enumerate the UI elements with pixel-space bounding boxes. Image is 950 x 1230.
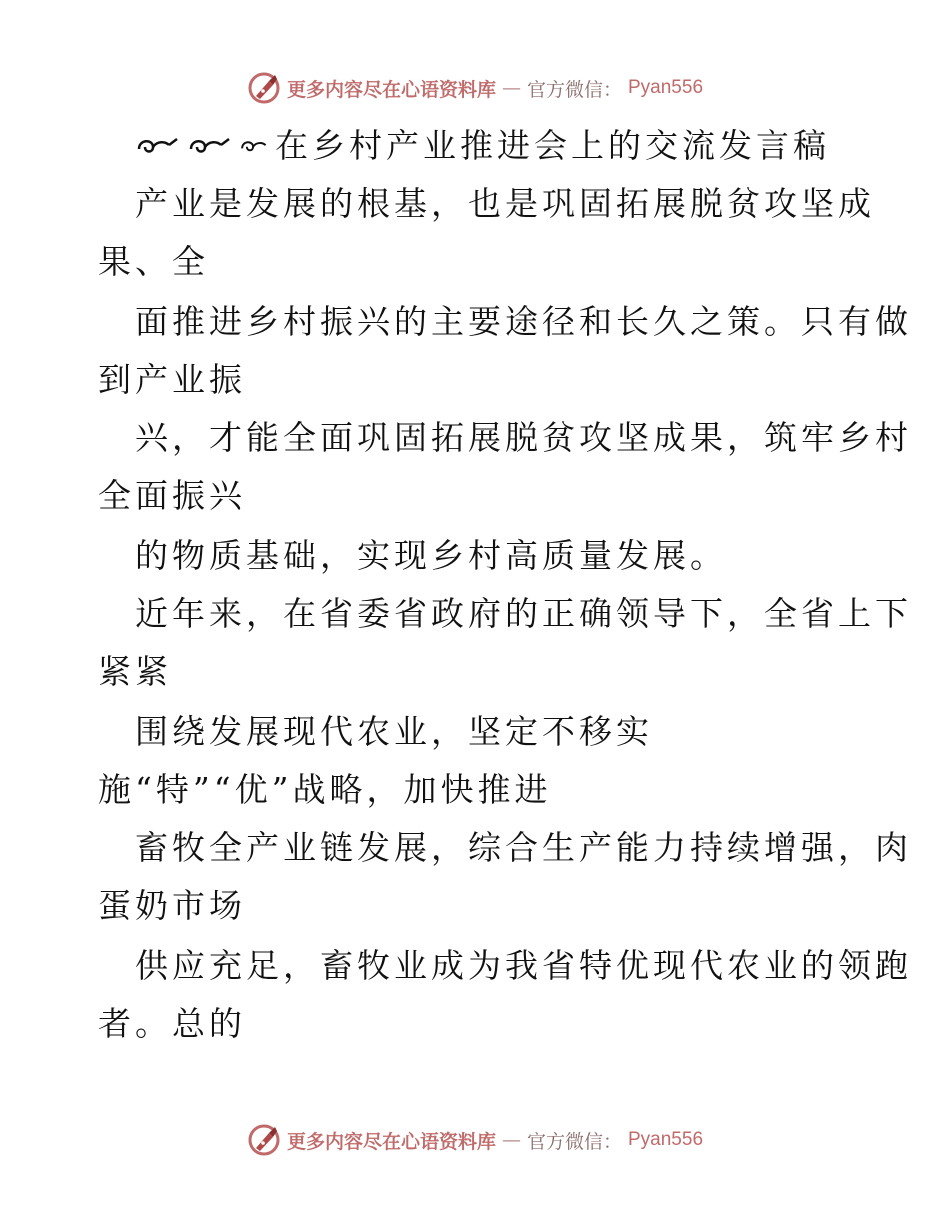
watermark-label: 官方微信： (526, 1130, 622, 1153)
document-title: 在乡村产业推进会上的交流发言稿 (275, 126, 830, 165)
paragraph-line: 施“特”“优”战略，加快推进 (98, 770, 552, 809)
swirl-ornament-icon (187, 131, 233, 161)
paragraph-line: 面推进乡村振兴的主要途径和长久之策。只有做 (135, 302, 912, 341)
paragraph-line: 的物质基础，实现乡村高质量发展。 (135, 536, 727, 575)
pen-nib-circle-icon (247, 71, 281, 105)
swirl-ornament-icon (239, 131, 275, 161)
watermark-wechat-id: Pyan556 (628, 77, 704, 98)
watermark-main-text: 更多内容尽在心语资料库 (286, 78, 496, 101)
paragraph-line: 者。总的 (98, 1004, 246, 1043)
swirl-ornament-icon (135, 131, 181, 161)
paragraph-line: 产业是发展的根基，也是巩固拓展脱贫攻坚成 (135, 184, 875, 223)
paragraph-line: 围绕发展现代农业，坚定不移实 (135, 712, 653, 751)
paragraph-line: 近年来，在省委省政府的正确领导下，全省上下 (135, 594, 912, 633)
watermark-header (0, 68, 950, 108)
paragraph-line: 蛋奶市场 (98, 886, 246, 925)
watermark-label: 官方微信： (526, 78, 622, 101)
watermark-dash: — (501, 77, 521, 99)
title-row (135, 126, 830, 166)
paragraph-line: 紧紧 (98, 652, 172, 691)
paragraph-line: 供应充足，畜牧业成为我省特优现代农业的领跑 (135, 946, 912, 985)
paragraph-line: 全面振兴 (98, 476, 246, 515)
watermark-footer (0, 1120, 950, 1160)
watermark-wechat-id: Pyan556 (628, 1129, 704, 1150)
watermark-dash: — (501, 1129, 521, 1151)
paragraph-line: 到产业振 (98, 360, 246, 399)
paragraph-line: 果、全 (98, 242, 209, 281)
paragraph-line: 畜牧全产业链发展，综合生产能力持续增强，肉 (135, 828, 912, 867)
paragraph-line: 兴，才能全面巩固拓展脱贫攻坚成果，筑牢乡村 (135, 418, 912, 457)
pen-nib-circle-icon (247, 1123, 281, 1157)
watermark-main-text: 更多内容尽在心语资料库 (286, 1130, 496, 1153)
